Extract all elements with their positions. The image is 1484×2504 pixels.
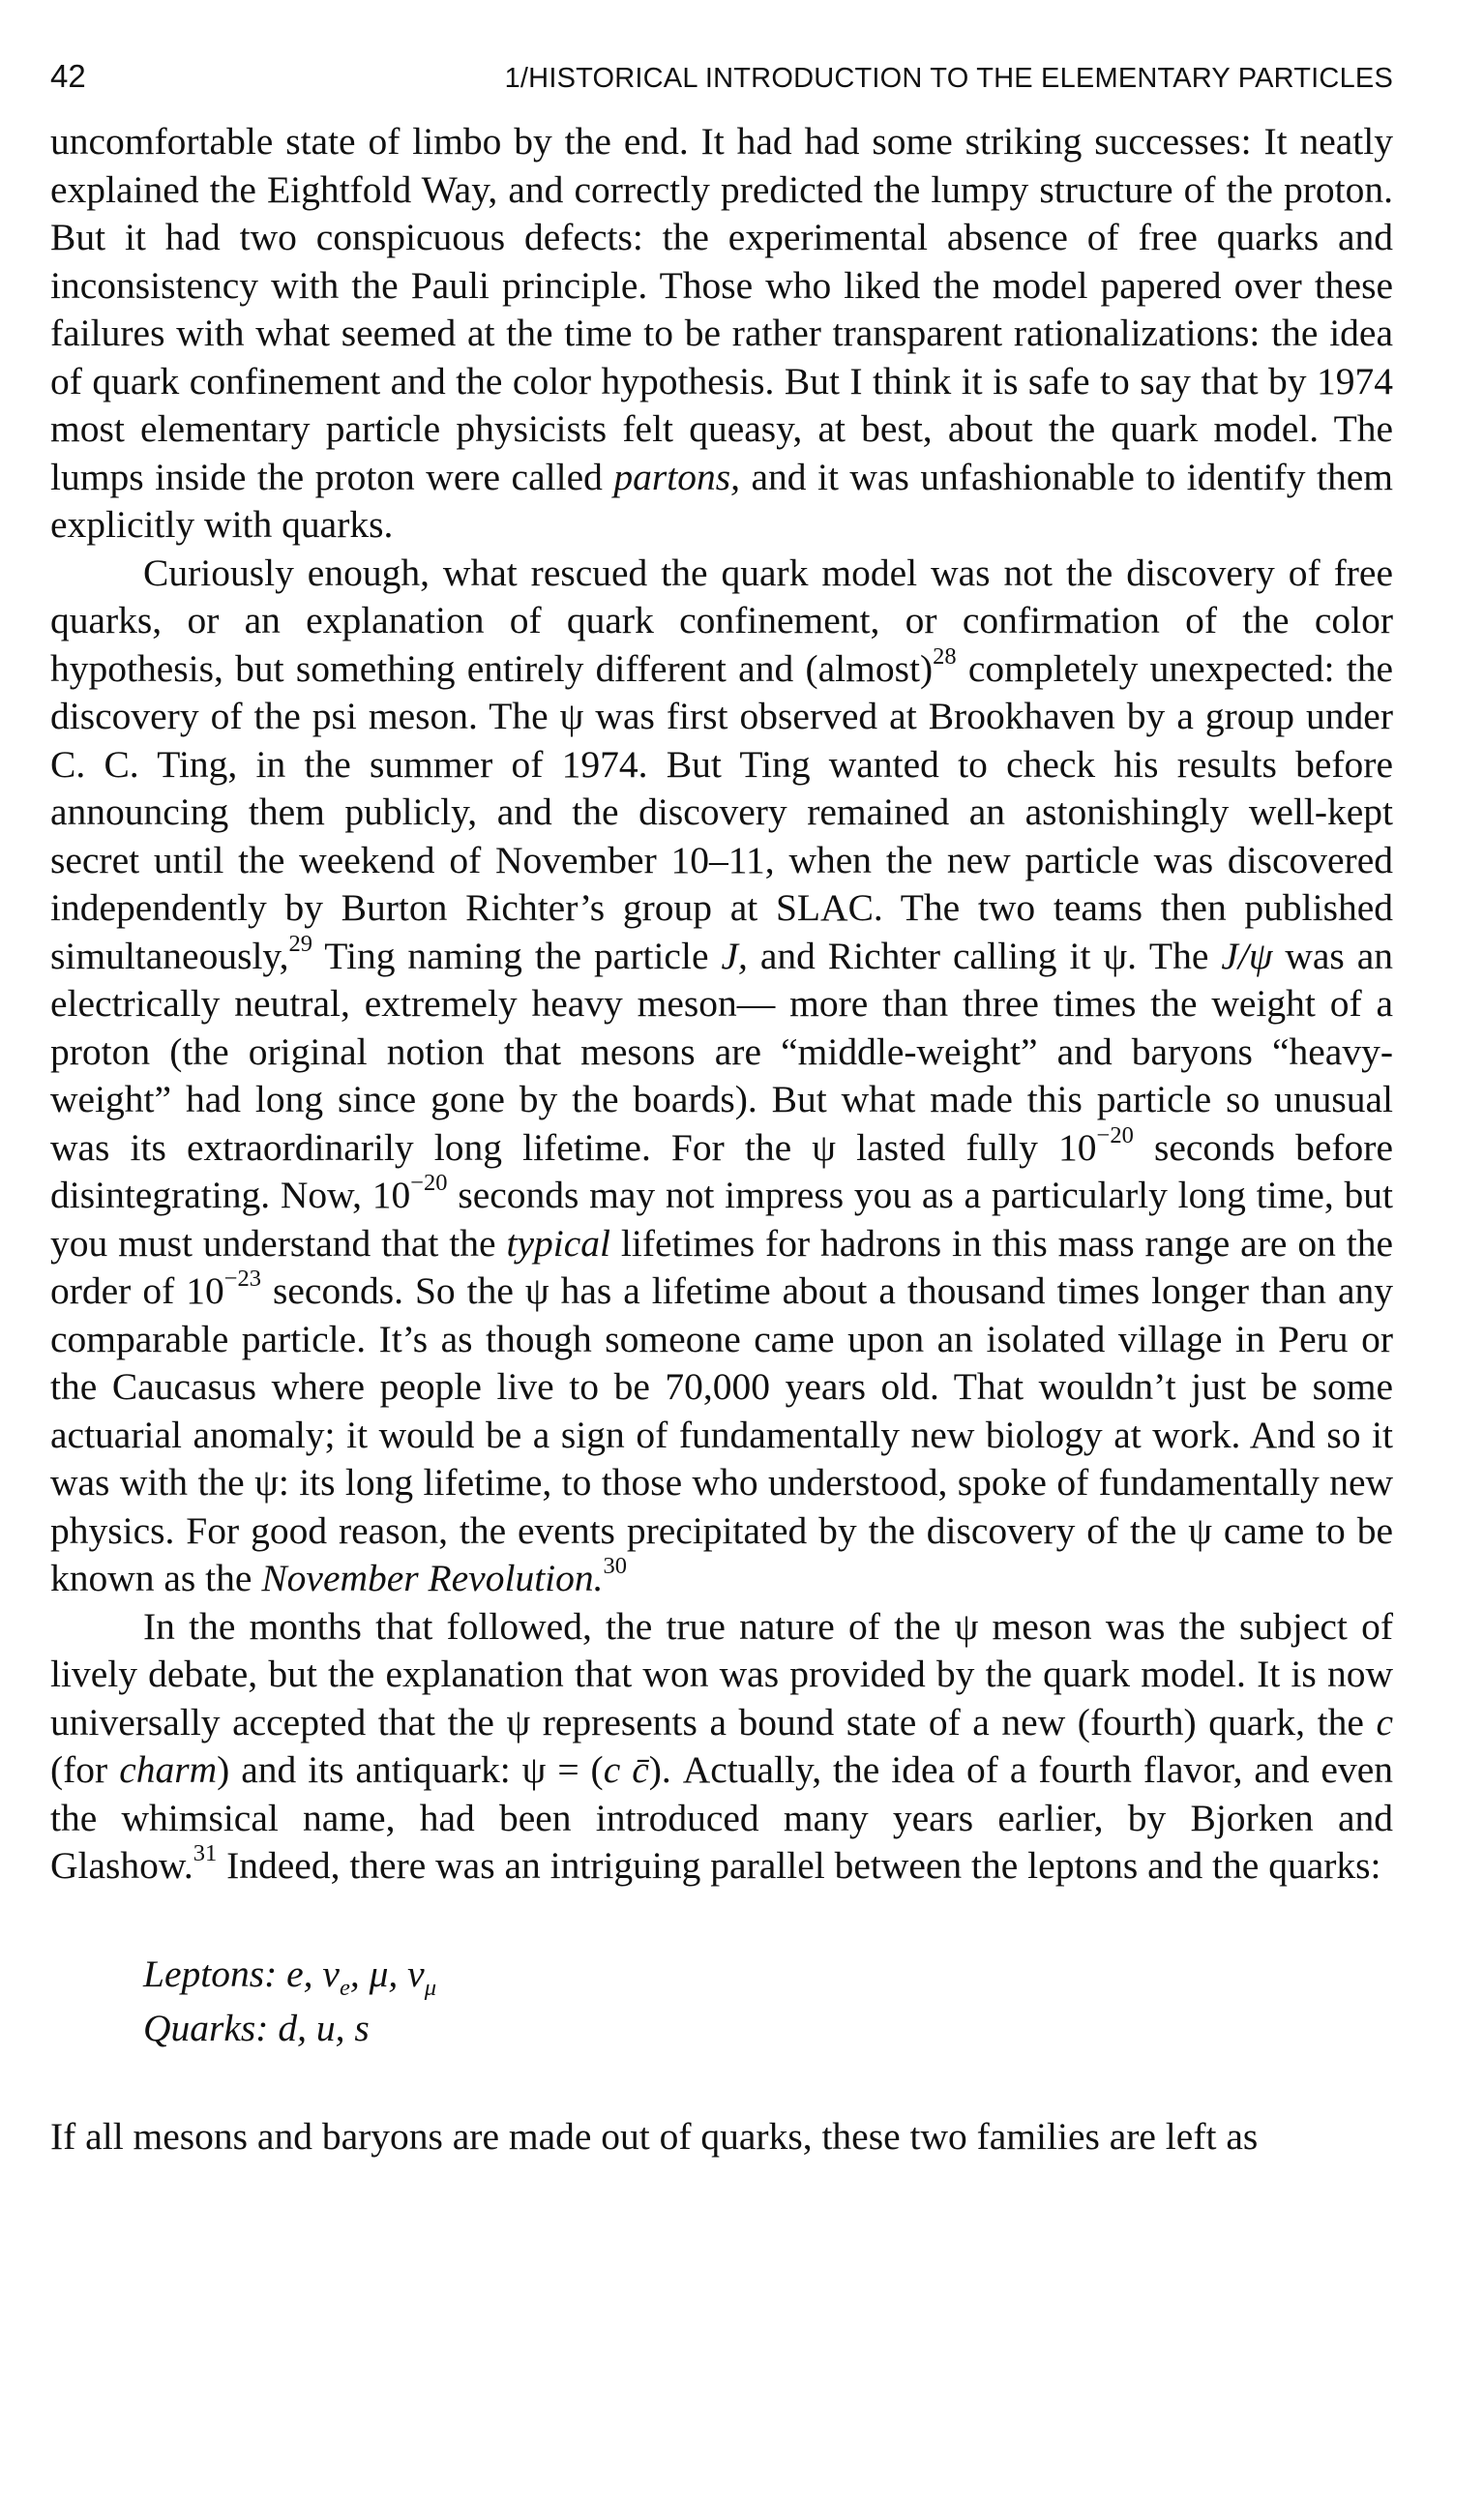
exponent-minus-20: −20 [1096, 1121, 1134, 1148]
exponent-minus-23: −23 [223, 1266, 262, 1293]
november-revolution-term: November Revolution. [261, 1557, 604, 1599]
partons-term: partons, [613, 455, 740, 498]
paragraph-3: In the months that followed, the true nature of the ψ meson was the subject of lively debate, but the explanation that won was provided by the quark model. It is now universally accepted that the ψ represents a bound state of a new (fourth) quark, the c (for charm) and its antiquark: ψ = (c c̄). Actually, the idea of a fourth flavor, and even the whimsical name, had been introduced many years earlier, by Bjorken and Glashow.$^{31}$ Indeed, there was an intriguing parallel between the leptons and the quarks: [50, 1604, 1393, 1887]
paragraph-4: If all mesons and baryons are made out of quarks, these two families are left as [50, 2114, 1259, 2158]
j-psi-name: J/ψ [1221, 934, 1273, 977]
j-particle-name: J, [721, 934, 748, 977]
running-head [50, 58, 1393, 103]
c-cbar-expression: c c̄ [603, 1748, 649, 1791]
footnote-ref-31: 31 [193, 1840, 218, 1867]
page-number: 42 [50, 58, 86, 94]
leptons-line: Leptons: e, $\nu_e$, μ, $\nu_\mu$ [143, 1952, 436, 2001]
charm-term: charm [119, 1748, 218, 1791]
lepton-quark-display [143, 1947, 1393, 2055]
paragraph-1: uncomfortable state of limbo by the end. It had had some striking successes: It neatly explained the Eightfold Way, and correctly predicted the lumpy structure of the proton. But it had two conspicuous defects: the experimental absence of free quarks and inconsistency with the Pauli principle. Those who liked the model papered over these failures with what seemed at the time to be rather transparent rationalizations: the idea of quark confinement and the color hypothesis. But I think it is safe to say that by 1974 most elementary particle physicists felt queasy, at best, about the quark model. The lumps inside the proton were called partons, and it was unfashionable to identify them explicitly with quarks. [50, 120, 1393, 546]
c-quark-symbol: c [1376, 1700, 1393, 1744]
footnote-ref-28: 28 [933, 642, 957, 670]
typical-emphasis: typical [506, 1221, 610, 1265]
paragraph-2: Curiously enough, what rescued the quark model was not the discovery of free quarks, or an explanation of quark confinement, or confirmation of the color hypothesis, but something entirely different and (almost)$^{28}$ completely unexpected: the discovery of the psi meson. The ψ was first observed at Brookhaven by a group under C. C. Ting, in the summer of 1974. But Ting wanted to check his results before announcing them publicly, and the discovery remained an astonishingly well-kept secret until the weekend of November 10–11, when the new particle was discovered independently by Burton Richter’s group at SLAC. The two teams then published simultaneously,$^{29}$ Ting naming the particle J, and Richter calling it ψ. The J/ψ was an electrically neutral, extremely heavy meson— more than three times the weight of a proton (the original notion that mesons are “middle-weight” and baryons “heavy-weight” had long since gone by the boards). But what made this particle so unusual was its extraordinarily long lifetime. For the ψ lasted fully $10^{-20}$ seconds before disintegrating. Now, $10^{-20}$ seconds may not impress you as a particularly long time, but you must understand that the typical lifetimes for hadrons in this mass range are on the order of $10^{-23}$ seconds. So the ψ has a lifetime about a thousand times longer than any comparable particle. It’s as though someone came upon an isolated village in Peru or the Caucasus where people live to be 70,000 years old. That wouldn’t just be some actuarial anomaly; it would be a sign of fundamentally new biology at work. And so it was with the ψ: its long lifetime, to those who understood, spoke of fundamentally new physics. For good reason, the events precipitated by the discovery of the ψ came to be known as the November Revolution.$^{30}$ [50, 551, 1394, 1599]
footnote-ref-29: 29 [288, 930, 312, 957]
footnote-ref-30: 30 [603, 1553, 628, 1580]
chapter-title: 1/HISTORICAL INTRODUCTION TO THE ELEMENTARY PARTICLES [504, 63, 1393, 94]
book-page [50, 58, 1393, 2161]
exponent-minus-20: −20 [410, 1170, 448, 1197]
quarks-line: Quarks: d, u, s [143, 2006, 370, 2049]
body-text [50, 118, 1393, 2161]
